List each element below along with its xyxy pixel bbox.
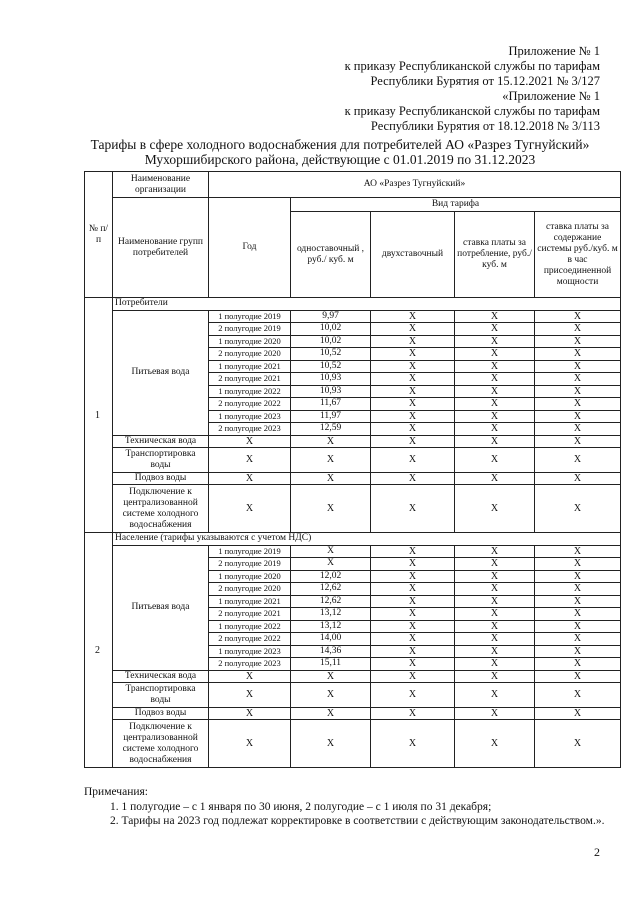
period-cell: Х bbox=[209, 485, 291, 533]
capacity-rate-value: Х bbox=[535, 398, 621, 411]
table-row bbox=[85, 435, 621, 448]
period-cell: 1 полугодие 2023 bbox=[209, 645, 291, 658]
two-rate-value: Х bbox=[371, 658, 455, 671]
col-header-group: Наименование групп потребителей bbox=[113, 198, 209, 298]
two-rate-value: Х bbox=[371, 645, 455, 658]
capacity-rate-value: Х bbox=[535, 485, 621, 533]
capacity-rate-value: Х bbox=[535, 323, 621, 336]
consumption-rate-value: Х bbox=[455, 645, 535, 658]
section-number: 1 bbox=[85, 298, 113, 533]
consumption-rate-value: Х bbox=[455, 658, 535, 671]
note-item: 1. 1 полугодие – с 1 января по 30 июня, 2 полугодие – с 1 июля по 31 декабря; bbox=[110, 800, 492, 813]
two-rate-value: Х bbox=[371, 620, 455, 633]
capacity-rate-value: Х bbox=[535, 558, 621, 571]
drinking-water-label: Питьевая вода bbox=[113, 545, 209, 670]
two-rate-value: Х bbox=[371, 608, 455, 621]
single-rate-value: Х bbox=[291, 707, 371, 720]
single-rate-value: 11,67 bbox=[291, 398, 371, 411]
capacity-rate-value: Х bbox=[535, 360, 621, 373]
single-rate-value: 10,02 bbox=[291, 335, 371, 348]
two-rate-value: Х bbox=[371, 670, 455, 683]
capacity-rate-value: Х bbox=[535, 620, 621, 633]
period-cell: 1 полугодие 2023 bbox=[209, 410, 291, 423]
consumption-rate-value: Х bbox=[455, 448, 535, 473]
consumer-group-label: Техническая вода bbox=[113, 435, 209, 448]
period-cell: 1 полугодие 2020 bbox=[209, 570, 291, 583]
single-rate-value: 13,12 bbox=[291, 608, 371, 621]
single-rate-value: Х bbox=[291, 435, 371, 448]
table-row bbox=[85, 683, 621, 708]
two-rate-value: Х bbox=[371, 570, 455, 583]
page-number: 2 bbox=[594, 845, 600, 859]
consumption-rate-value: Х bbox=[455, 423, 535, 436]
period-cell: 2 полугодие 2022 bbox=[209, 398, 291, 411]
period-cell: 2 полугодие 2021 bbox=[209, 608, 291, 621]
capacity-rate-value: Х bbox=[535, 545, 621, 558]
single-rate-value: 12,59 bbox=[291, 423, 371, 436]
table-body bbox=[85, 298, 621, 768]
consumer-group-label: Подключение к централизованной системе холодного водоснабжения bbox=[113, 720, 209, 768]
consumption-rate-value: Х bbox=[455, 398, 535, 411]
two-rate-value: Х bbox=[371, 633, 455, 646]
section-number: 2 bbox=[85, 533, 113, 768]
col-header-num: № п/п bbox=[85, 172, 113, 298]
consumption-rate-value: Х bbox=[455, 720, 535, 768]
single-rate-value: Х bbox=[291, 485, 371, 533]
consumption-rate-value: Х bbox=[455, 348, 535, 361]
consumer-group-label: Подвоз воды bbox=[113, 707, 209, 720]
period-cell: 1 полугодие 2019 bbox=[209, 545, 291, 558]
header-line: Приложение № 1 bbox=[508, 44, 600, 58]
note-item: 2. Тарифы на 2023 год подлежат корректировке в соответствии с действующим законодательством.». bbox=[110, 815, 605, 827]
period-cell: Х bbox=[209, 472, 291, 485]
two-rate-value: Х bbox=[371, 485, 455, 533]
single-rate-value: 10,52 bbox=[291, 348, 371, 361]
two-rate-value: Х bbox=[371, 335, 455, 348]
single-rate-value: Х bbox=[291, 472, 371, 485]
two-rate-value: Х bbox=[371, 448, 455, 473]
capacity-rate-value: Х bbox=[535, 707, 621, 720]
table-row bbox=[85, 707, 621, 720]
single-rate-value: Х bbox=[291, 545, 371, 558]
capacity-rate-value: Х bbox=[535, 448, 621, 473]
single-rate-value: 13,12 bbox=[291, 620, 371, 633]
period-cell: 2 полугодие 2023 bbox=[209, 423, 291, 436]
two-rate-value: Х bbox=[371, 595, 455, 608]
consumption-rate-value: Х bbox=[455, 545, 535, 558]
col-header-tariff-type: Вид тарифа bbox=[291, 198, 621, 212]
section-title-row bbox=[85, 533, 621, 546]
period-cell: 2 полугодие 2019 bbox=[209, 558, 291, 571]
consumption-rate-value: Х bbox=[455, 583, 535, 596]
consumption-rate-value: Х bbox=[455, 485, 535, 533]
consumption-rate-value: Х bbox=[455, 608, 535, 621]
capacity-rate-value: Х bbox=[535, 683, 621, 708]
table-row bbox=[85, 670, 621, 683]
period-cell: 1 полугодие 2020 bbox=[209, 335, 291, 348]
capacity-rate-value: Х bbox=[535, 645, 621, 658]
notes-title: Примечания: bbox=[84, 786, 148, 798]
period-cell: Х bbox=[209, 670, 291, 683]
two-rate-value: Х bbox=[371, 323, 455, 336]
consumption-rate-value: Х bbox=[455, 620, 535, 633]
consumption-rate-value: Х bbox=[455, 707, 535, 720]
period-cell: 2 полугодие 2019 bbox=[209, 323, 291, 336]
header-line: к приказу Республиканской службы по тарифам bbox=[344, 59, 600, 73]
two-rate-value: Х bbox=[371, 410, 455, 423]
consumption-rate-value: Х bbox=[455, 595, 535, 608]
drinking-water-label: Питьевая вода bbox=[113, 310, 209, 435]
table-row bbox=[85, 310, 621, 323]
title-line: Тарифы в сфере холодного водоснабжения для потребителей АО «Разрез Тугнуйский» bbox=[90, 137, 590, 152]
tariff-table bbox=[84, 171, 621, 768]
org-name: АО «Разрез Тугнуйский» bbox=[209, 172, 621, 198]
two-rate-value: Х bbox=[371, 310, 455, 323]
period-cell: 1 полугодие 2019 bbox=[209, 310, 291, 323]
capacity-rate-value: Х bbox=[535, 595, 621, 608]
consumption-rate-value: Х bbox=[455, 435, 535, 448]
single-rate-value: 10,52 bbox=[291, 360, 371, 373]
single-rate-value: Х bbox=[291, 670, 371, 683]
table-row bbox=[85, 448, 621, 473]
two-rate-value: Х bbox=[371, 435, 455, 448]
period-cell: 2 полугодие 2020 bbox=[209, 348, 291, 361]
header-original-order bbox=[345, 89, 600, 134]
table-row bbox=[85, 485, 621, 533]
single-rate-value: 14,36 bbox=[291, 645, 371, 658]
period-cell: Х bbox=[209, 448, 291, 473]
consumption-rate-value: Х bbox=[455, 410, 535, 423]
two-rate-value: Х bbox=[371, 385, 455, 398]
consumer-group-label: Транспортировка воды bbox=[113, 448, 209, 473]
consumption-rate-value: Х bbox=[455, 310, 535, 323]
single-rate-value: Х bbox=[291, 720, 371, 768]
capacity-rate-value: Х bbox=[535, 373, 621, 386]
capacity-rate-value: Х bbox=[535, 570, 621, 583]
col-header-single-rate: одноставочный , руб./ куб. м bbox=[291, 212, 371, 298]
two-rate-value: Х bbox=[371, 472, 455, 485]
single-rate-value: 15,11 bbox=[291, 658, 371, 671]
consumption-rate-value: Х bbox=[455, 683, 535, 708]
period-cell: 1 полугодие 2022 bbox=[209, 620, 291, 633]
consumer-group-label: Транспортировка воды bbox=[113, 683, 209, 708]
header-line: «Приложение № 1 bbox=[502, 89, 600, 103]
single-rate-value: 9,97 bbox=[291, 310, 371, 323]
two-rate-value: Х bbox=[371, 558, 455, 571]
two-rate-value: Х bbox=[371, 423, 455, 436]
single-rate-value: 12,62 bbox=[291, 583, 371, 596]
capacity-rate-value: Х bbox=[535, 335, 621, 348]
capacity-rate-value: Х bbox=[535, 435, 621, 448]
section-title: Потребители bbox=[113, 298, 621, 311]
single-rate-value: 14,00 bbox=[291, 633, 371, 646]
capacity-rate-value: Х bbox=[535, 720, 621, 768]
period-cell: 2 полугодие 2022 bbox=[209, 633, 291, 646]
col-header-org: Наименование организации bbox=[113, 172, 209, 198]
consumption-rate-value: Х bbox=[455, 472, 535, 485]
single-rate-value: Х bbox=[291, 683, 371, 708]
consumer-group-label: Техническая вода bbox=[113, 670, 209, 683]
table-header bbox=[85, 172, 621, 298]
capacity-rate-value: Х bbox=[535, 348, 621, 361]
capacity-rate-value: Х bbox=[535, 670, 621, 683]
single-rate-value: 11,97 bbox=[291, 410, 371, 423]
two-rate-value: Х bbox=[371, 348, 455, 361]
header-current-order bbox=[345, 44, 600, 89]
two-rate-value: Х bbox=[371, 360, 455, 373]
single-rate-value: 12,62 bbox=[291, 595, 371, 608]
capacity-rate-value: Х bbox=[535, 658, 621, 671]
period-cell: 1 полугодие 2022 bbox=[209, 385, 291, 398]
consumption-rate-value: Х bbox=[455, 633, 535, 646]
consumption-rate-value: Х bbox=[455, 360, 535, 373]
two-rate-value: Х bbox=[371, 373, 455, 386]
table-row bbox=[85, 545, 621, 558]
col-header-consumption-rate: ставка платы за потребление, руб./ куб. м bbox=[455, 212, 535, 298]
period-cell: 2 полугодие 2021 bbox=[209, 373, 291, 386]
two-rate-value: Х bbox=[371, 707, 455, 720]
consumption-rate-value: Х bbox=[455, 335, 535, 348]
consumer-group-label: Подключение к централизованной системе холодного водоснабжения bbox=[113, 485, 209, 533]
period-cell: 2 полугодие 2020 bbox=[209, 583, 291, 596]
consumption-rate-value: Х bbox=[455, 385, 535, 398]
consumption-rate-value: Х bbox=[455, 323, 535, 336]
capacity-rate-value: Х bbox=[535, 385, 621, 398]
period-cell: 1 полугодие 2021 bbox=[209, 595, 291, 608]
single-rate-value: Х bbox=[291, 448, 371, 473]
capacity-rate-value: Х bbox=[535, 583, 621, 596]
period-cell: 1 полугодие 2021 bbox=[209, 360, 291, 373]
two-rate-value: Х bbox=[371, 398, 455, 411]
two-rate-value: Х bbox=[371, 545, 455, 558]
consumption-rate-value: Х bbox=[455, 670, 535, 683]
capacity-rate-value: Х bbox=[535, 633, 621, 646]
header-line: Республики Бурятия от 15.12.2021 № 3/127 bbox=[370, 74, 600, 88]
col-header-year: Год bbox=[209, 198, 291, 298]
title-line: Мухоршибирского района, действующие с 01.01.2019 по 31.12.2023 bbox=[144, 152, 536, 167]
period-cell: Х bbox=[209, 720, 291, 768]
consumer-group-label: Подвоз воды bbox=[113, 472, 209, 485]
single-rate-value: 10,02 bbox=[291, 323, 371, 336]
period-cell: Х bbox=[209, 707, 291, 720]
period-cell: Х bbox=[209, 435, 291, 448]
notes bbox=[84, 785, 620, 829]
capacity-rate-value: Х bbox=[535, 410, 621, 423]
capacity-rate-value: Х bbox=[535, 310, 621, 323]
capacity-rate-value: Х bbox=[535, 472, 621, 485]
col-header-two-rate: двухставочный bbox=[371, 212, 455, 298]
two-rate-value: Х bbox=[371, 583, 455, 596]
consumption-rate-value: Х bbox=[455, 373, 535, 386]
section-title: Население (тарифы указываются с учетом НДС) bbox=[113, 533, 621, 546]
table-row bbox=[85, 472, 621, 485]
single-rate-value: 10,93 bbox=[291, 373, 371, 386]
consumption-rate-value: Х bbox=[455, 570, 535, 583]
period-cell: Х bbox=[209, 683, 291, 708]
header-line: Республики Бурятия от 18.12.2018 № 3/113 bbox=[370, 119, 600, 133]
single-rate-value: Х bbox=[291, 558, 371, 571]
consumption-rate-value: Х bbox=[455, 558, 535, 571]
section-title-row bbox=[85, 298, 621, 311]
two-rate-value: Х bbox=[371, 720, 455, 768]
table-row bbox=[85, 720, 621, 768]
two-rate-value: Х bbox=[371, 683, 455, 708]
period-cell: 2 полугодие 2023 bbox=[209, 658, 291, 671]
document-title bbox=[60, 137, 620, 167]
header-line: к приказу Республиканской службы по тарифам bbox=[344, 104, 600, 118]
single-rate-value: 12,02 bbox=[291, 570, 371, 583]
capacity-rate-value: Х bbox=[535, 608, 621, 621]
col-header-capacity-rate: ставка платы за содержание системы руб./куб. м в час присоединенной мощности bbox=[535, 212, 621, 298]
single-rate-value: 10,93 bbox=[291, 385, 371, 398]
capacity-rate-value: Х bbox=[535, 423, 621, 436]
